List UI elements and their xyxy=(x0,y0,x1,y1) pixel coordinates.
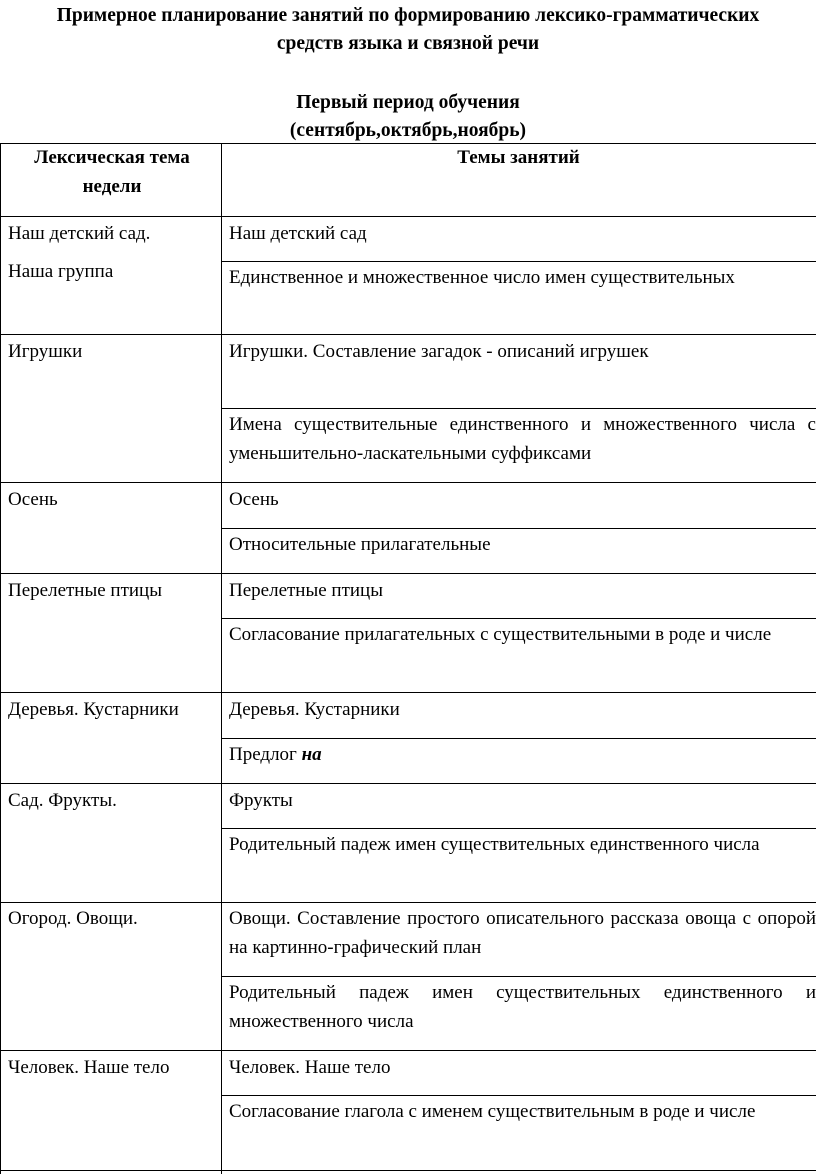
lesson-cell: Овощи. Составление простого описательного рассказа овоща с опорой на картинно-графический план xyxy=(229,908,816,958)
lesson-cell: Имена существительные единственного и множественного числа с уменьшительно-ласкательными суффиксами xyxy=(229,414,816,464)
column-header-topic: Лексическая тема недели xyxy=(34,147,190,197)
lesson-cell: Согласование глагола с именем существительным в роде и числе xyxy=(229,1101,756,1122)
topic-cell: Осень xyxy=(8,489,58,510)
document-title-continued: средств языка и связной речи xyxy=(276,33,540,54)
lesson-cell: Перелетные птицы xyxy=(229,580,383,601)
lesson-cell: Относительные прилагательные xyxy=(229,534,491,555)
column-header-lessons: Темы занятий xyxy=(457,147,580,168)
lesson-cell: Игрушки. Составление загадок - описаний игрушек xyxy=(229,341,649,362)
topic-line: Наша группа xyxy=(8,261,114,282)
topic-cell: Игрушки xyxy=(8,341,83,362)
document-title: Примерное планирование занятий по формированию лексико-грамматических xyxy=(56,5,760,26)
topic-cell: Человек. Наше тело xyxy=(8,1057,170,1078)
lesson-cell: Родительный падеж имен существительных единственного и множественного числа xyxy=(229,982,816,1032)
lesson-cell xyxy=(229,740,816,769)
topic-cell: Сад. Фрукты. xyxy=(8,790,117,811)
lesson-cell: Осень xyxy=(229,489,279,510)
lesson-cell: Единственное и множественное число имен существительных xyxy=(229,267,735,288)
period-months: (сентябрь,октябрь,ноябрь) xyxy=(289,120,527,141)
lesson-cell: Фрукты xyxy=(229,790,293,811)
lesson-cell: Человек. Наше тело xyxy=(229,1057,391,1078)
topic-line: Наш детский сад. xyxy=(8,223,151,244)
topic-cell xyxy=(8,219,218,286)
lesson-cell: Родительный падеж имен существительных единственного числа xyxy=(229,834,760,855)
lesson-cell: Наш детский сад xyxy=(229,223,367,244)
topic-cell: Огород. Овощи. xyxy=(8,908,138,929)
lesson-cell: Деревья. Кустарники xyxy=(229,699,400,720)
lesson-emphasis: на xyxy=(301,744,322,765)
lesson-text: Предлог xyxy=(229,744,302,765)
period-title: Первый период обучения xyxy=(296,92,520,113)
topic-cell: Деревья. Кустарники xyxy=(8,699,179,720)
lesson-cell: Согласование прилагательных с существительными в роде и числе xyxy=(229,624,772,645)
topic-cell: Перелетные птицы xyxy=(8,580,162,601)
